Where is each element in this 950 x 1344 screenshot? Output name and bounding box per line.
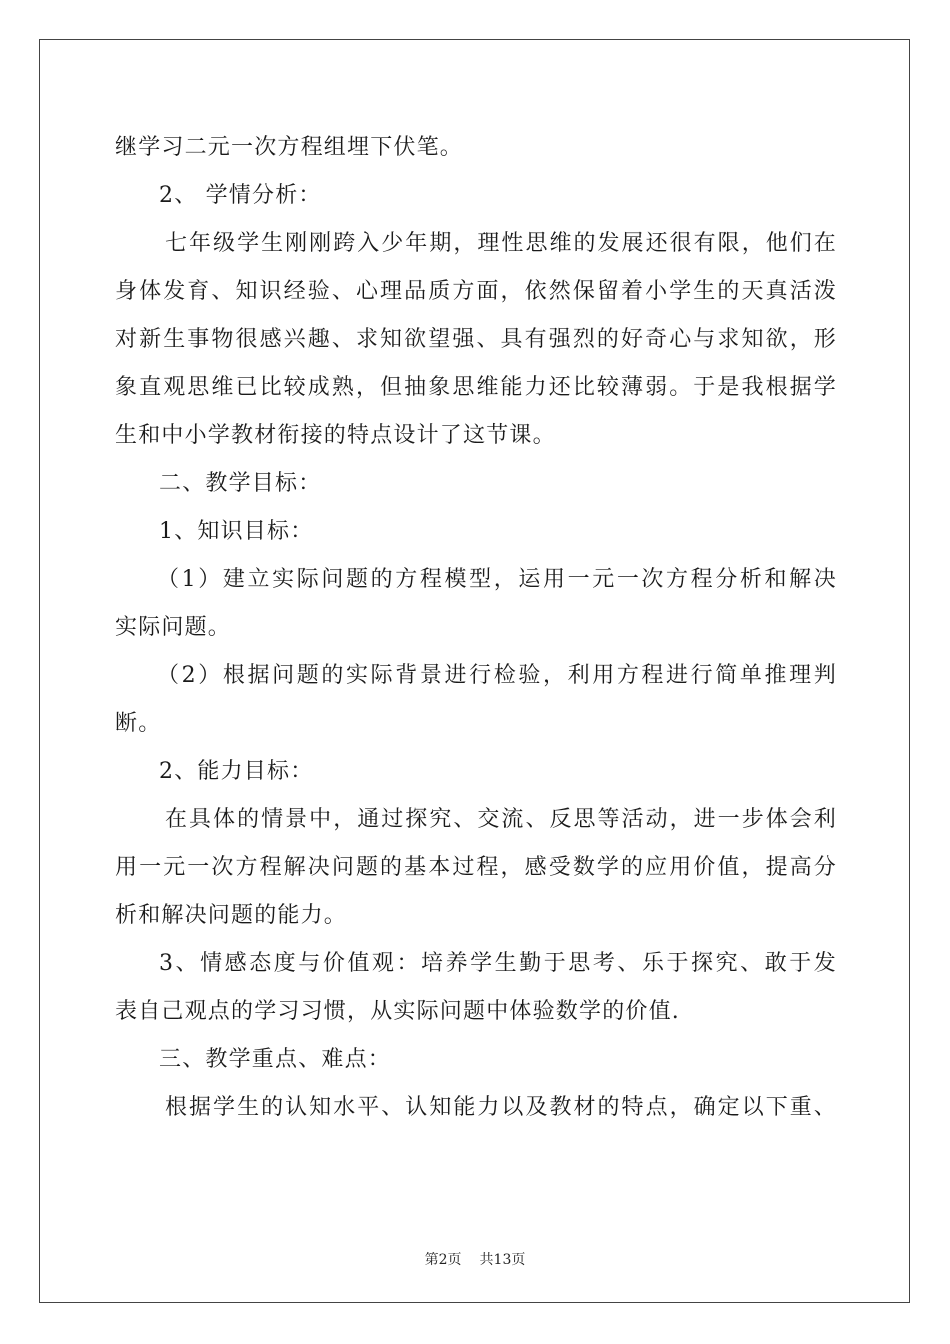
text-line: 实际问题。 (115, 615, 232, 640)
text-line: 表自己观点的学习习惯，从实际问题中体验数学的价值. (115, 999, 680, 1024)
total-pages: 共13页 (479, 1252, 526, 1268)
section-heading: 三、教学重点、难点： (159, 1047, 392, 1072)
text-line: （2）根据问题的实际背景进行检验，利用方程进行简单推理判 (157, 663, 837, 688)
text-line: 根据学生的认知水平、认知能力以及教材的特点，确定以下重、 (165, 1095, 837, 1120)
text-line: 继学习二元一次方程组埋下伏笔。 (115, 135, 464, 160)
text-line: （1）建立实际问题的方程模型，运用一元一次方程分析和解决 (157, 567, 837, 592)
text-line: 3、情感态度与价值观：培养学生勤于思考、乐于探究、敢于发 (159, 951, 837, 976)
text-line: 身体发育、知识经验、心理品质方面，依然保留着小学生的天真活泼 (115, 279, 837, 304)
text-line: 对新生事物很感兴趣、求知欲望强、具有强烈的好奇心与求知欲，形 (115, 327, 837, 352)
text-line: 断。 (115, 711, 162, 736)
text-line: 生和中小学教材衔接的特点设计了这节课。 (115, 423, 556, 448)
text-line: 象直观思维已比较成熟，但抽象思维能力还比较薄弱。于是我根据学 (115, 375, 837, 400)
text-line: 在具体的情景中，通过探究、交流、反思等活动，进一步体会利 (165, 807, 837, 832)
section-heading: 1、知识目标： (159, 519, 314, 544)
section-heading: 2、 学情分析： (159, 183, 322, 208)
page-footer (0, 1249, 950, 1269)
section-heading: 二、教学目标： (159, 471, 322, 496)
text-line: 析和解决问题的能力。 (115, 903, 348, 928)
page-number: 第2页 (424, 1252, 462, 1268)
text-line: 用一元一次方程解决问题的基本过程，感受数学的应用价值，提高分 (115, 855, 837, 880)
text-line: 七年级学生刚刚跨入少年期，理性思维的发展还很有限，他们在 (165, 231, 837, 256)
section-heading: 2、能力目标： (159, 759, 314, 784)
